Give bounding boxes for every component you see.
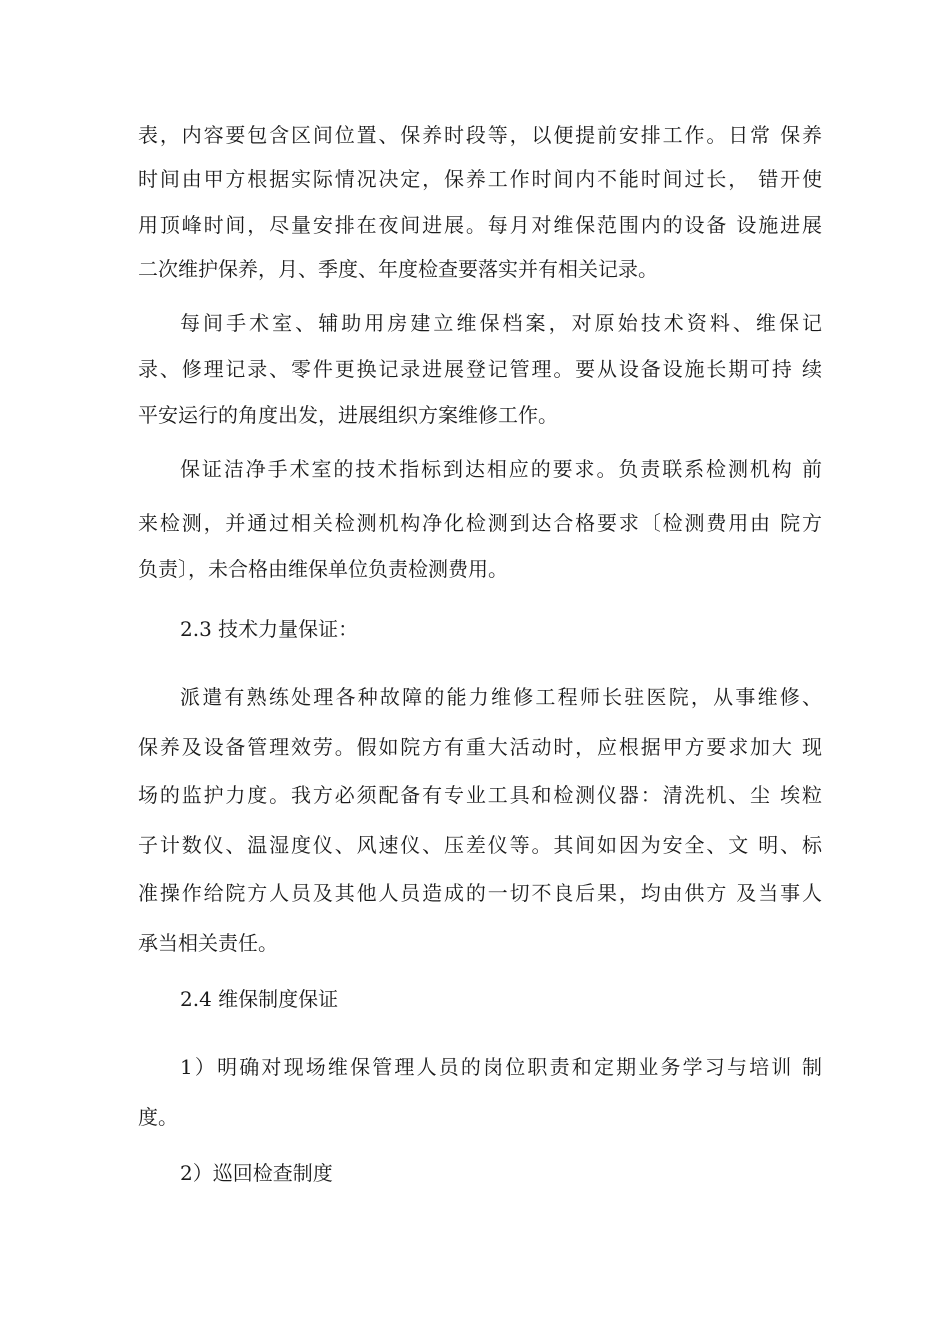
paragraph-line: 保养及设备管理效劳。假如院方有重大活动时，应根据甲方要求加大 现	[138, 735, 822, 759]
paragraph-line: 保证洁净手术室的技术指标到达相应的要求。负责联系检测机构 前	[180, 457, 822, 481]
paragraph-line: 平安运行的角度出发，进展组织方案维修工作。	[138, 403, 558, 427]
paragraph-line: 二次维护保养，月、季度、年度检查要落实并有相关记录。	[138, 257, 658, 281]
paragraph-line: 1）明确对现场维保管理人员的岗位职责和定期业务学习与培训 制	[180, 1055, 822, 1079]
list-heading: 2）巡回检查制度	[180, 1161, 333, 1185]
paragraph-line: 准操作给院方人员及其他人员造成的一切不良后果，均由供方 及当事人	[138, 881, 822, 905]
paragraph-line: 时间由甲方根据实际情况决定，保养工作时间内不能时间过长， 错开使	[138, 167, 822, 191]
paragraph-line: 表，内容要包含区间位置、保养时段等，以便提前安排工作。日常 保养	[138, 123, 822, 147]
paragraph-line: 承当相关责任。	[138, 931, 278, 955]
paragraph-line: 负责〕，未合格由维保单位负责检测费用。	[138, 557, 508, 581]
section-heading: 2.3 技术力量保证：	[180, 617, 359, 641]
section-heading: 2.4 维保制度保证	[180, 987, 339, 1011]
paragraph-line: 子计数仪、温湿度仪、风速仪、压差仪等。其间如因为安全、文 明、标	[138, 833, 822, 857]
paragraph-line: 来检测，并通过相关检测机构净化检测到达合格要求〔检测费用由 院方	[138, 511, 822, 535]
paragraph-line: 场的监护力度。我方必须配备有专业工具和检测仪器：清洗机、尘 埃粒	[138, 783, 822, 807]
paragraph-line: 用顶峰时间，尽量安排在夜间进展。每月对维保范围内的设备 设施进展	[138, 213, 822, 237]
paragraph-line: 每间手术室、辅助用房建立维保档案，对原始技术资料、维保记	[180, 311, 822, 335]
paragraph-line: 度。	[138, 1105, 178, 1129]
paragraph-line: 派遣有熟练处理各种故障的能力维修工程师长驻医院，从事维修、	[180, 685, 822, 709]
paragraph-line: 录、修理记录、零件更换记录进展登记管理。要从设备设施长期可持 续	[138, 357, 822, 381]
